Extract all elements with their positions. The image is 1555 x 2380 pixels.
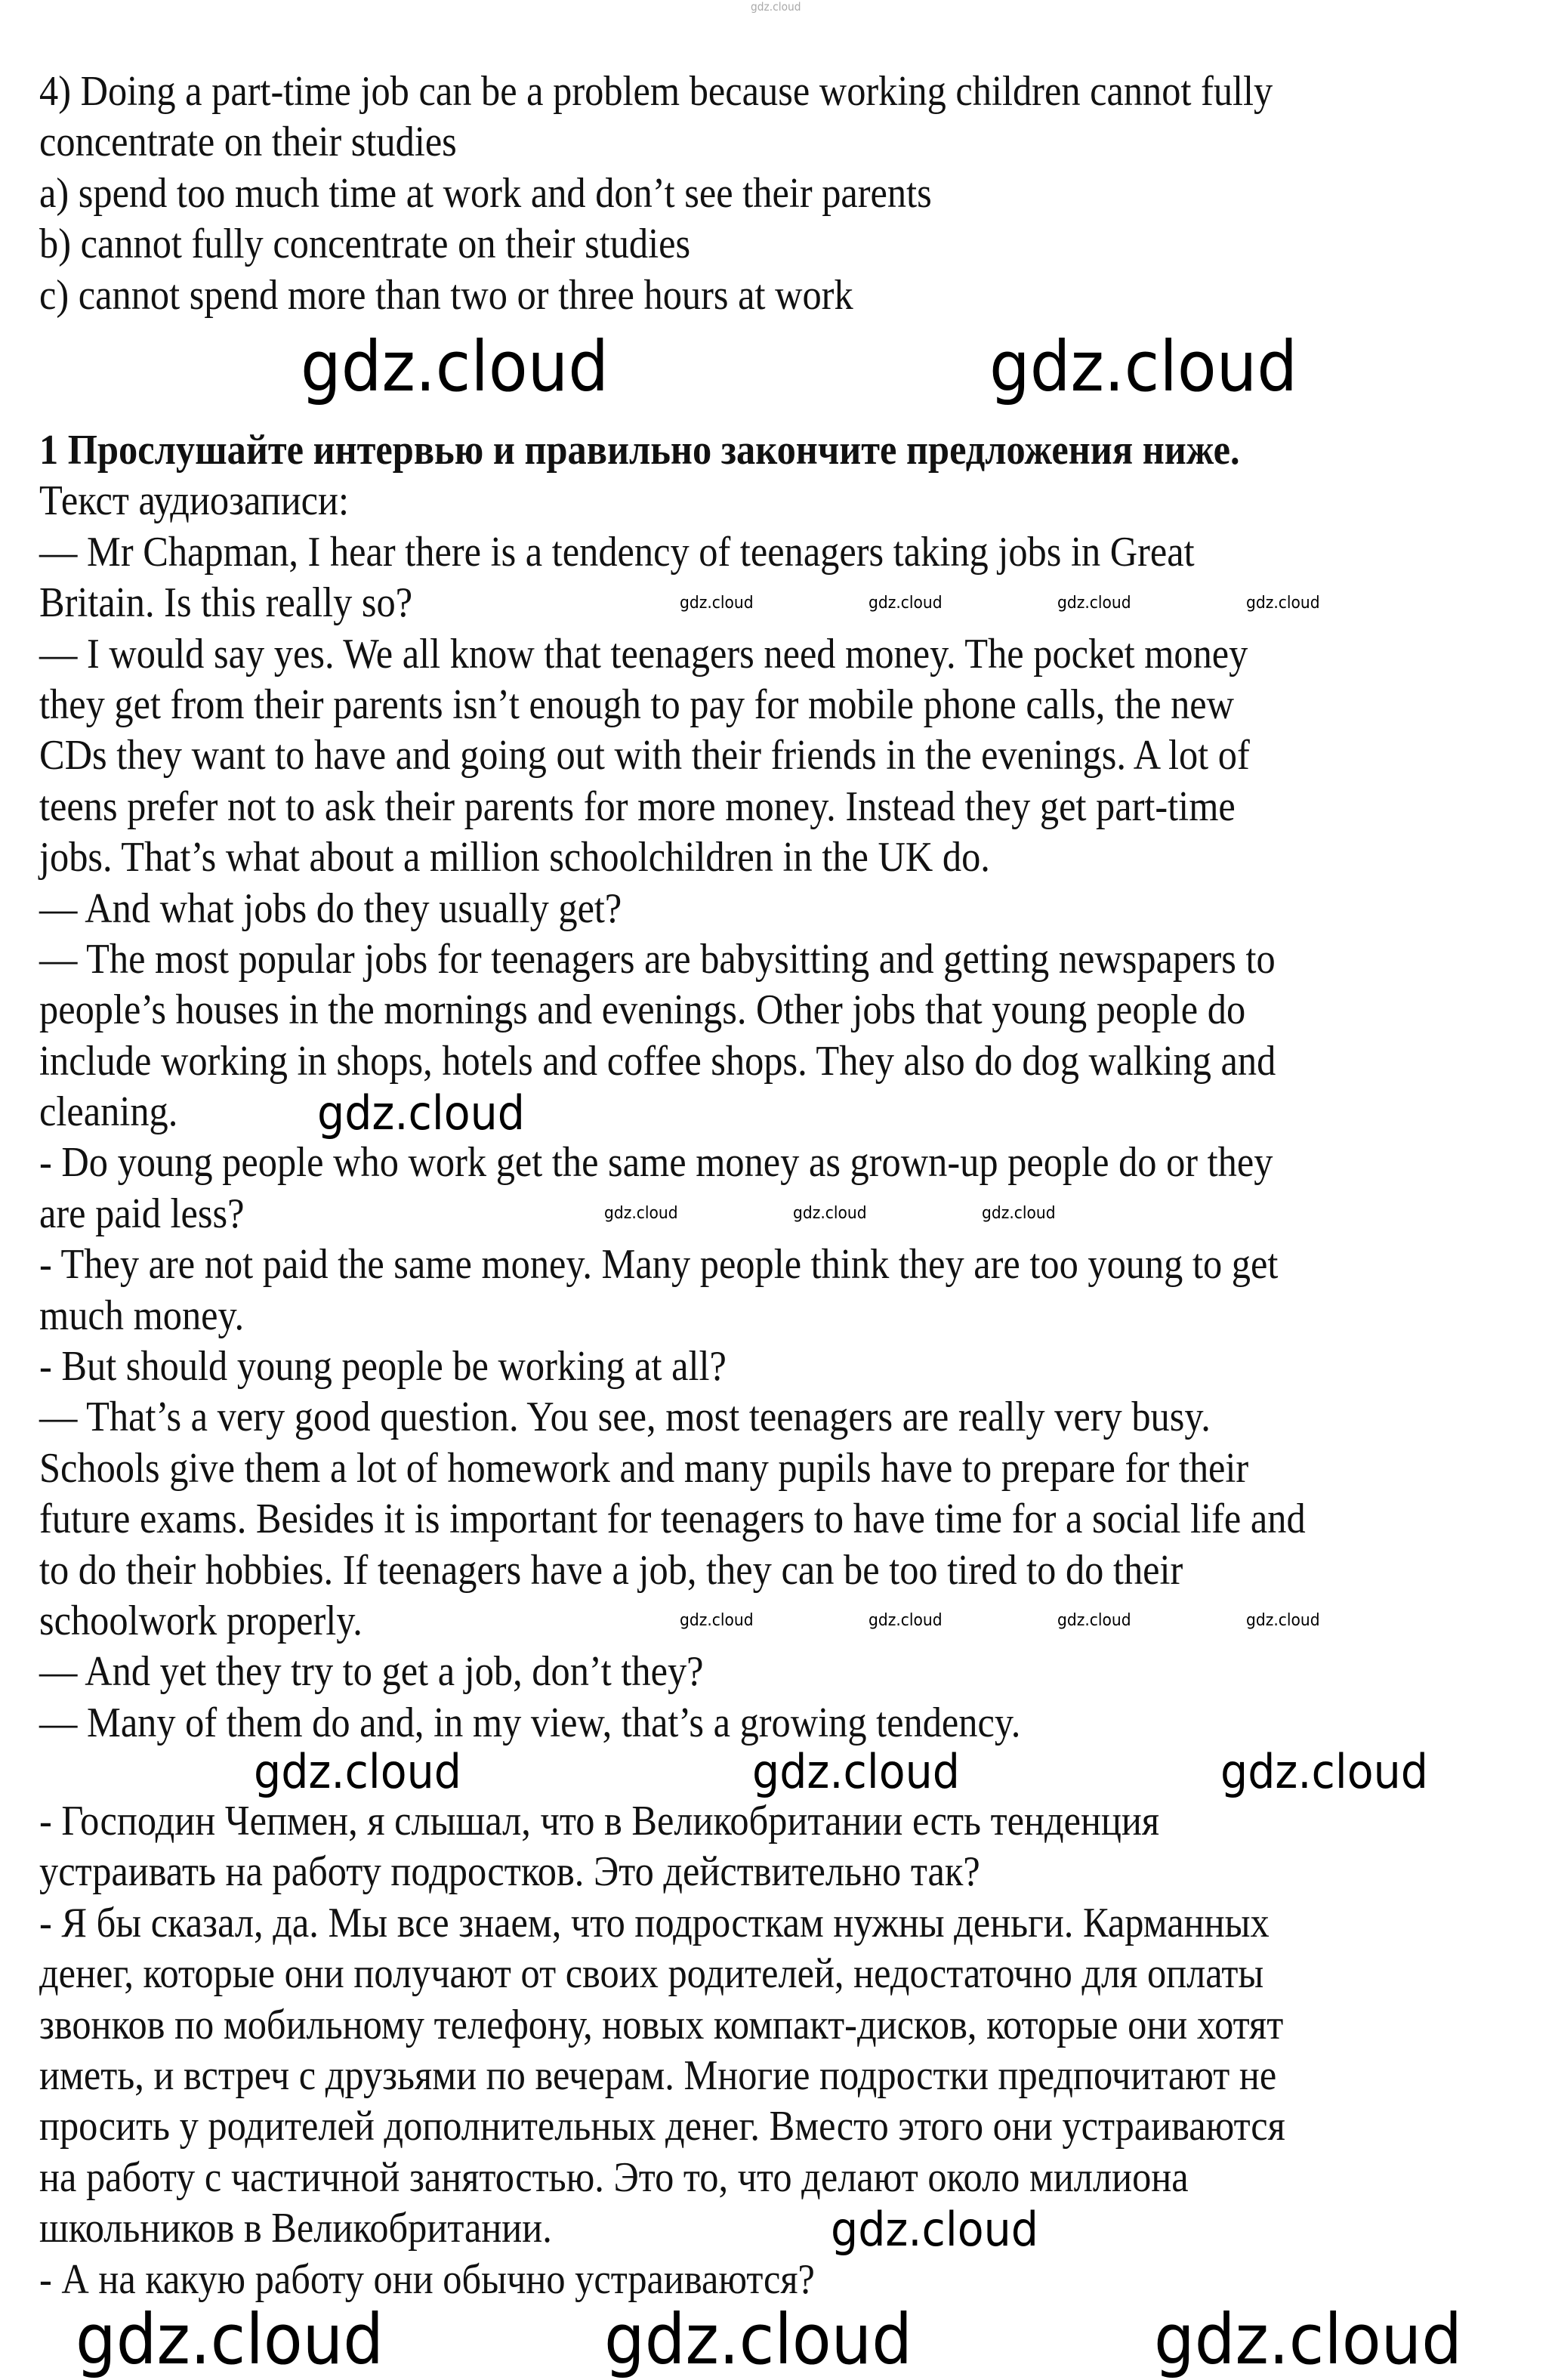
watermark: gdz.cloud xyxy=(604,2299,912,2380)
question-line: concentrate on their studies xyxy=(39,119,457,166)
question-line: a) spend too much time at work and don’t see their parents xyxy=(39,169,932,217)
transcript-line: — And what jobs do they usually get? xyxy=(39,884,622,932)
watermark: gdz.cloud xyxy=(989,326,1297,407)
watermark: gdz.cloud xyxy=(1057,594,1131,613)
audio-transcript xyxy=(39,425,1550,1749)
transcript-line: — That’s a very good question. You see, most teenagers are really very busy. xyxy=(39,1394,1211,1441)
watermark: gdz.cloud xyxy=(1057,1611,1131,1630)
task-heading: 1 Прослушайте интервью и правильно закончите предложения ниже. xyxy=(39,427,1240,474)
transcript-line: — I would say yes. We all know that teenagers need money. The pocket money xyxy=(39,630,1248,678)
transcript-line: teens prefer not to ask their parents for more money. Instead they get part-time xyxy=(39,783,1236,830)
watermark: gdz.cloud xyxy=(869,594,943,613)
transcript-line: much money. xyxy=(39,1292,245,1339)
transcript-line: jobs. That’s what about a million schoolchildren in the UK do. xyxy=(39,834,990,881)
transcript-line: Britain. Is this really so? xyxy=(39,579,413,627)
watermark: gdz.cloud xyxy=(317,1085,525,1141)
watermark: gdz.cloud xyxy=(982,1204,1056,1223)
watermark: gdz.cloud xyxy=(680,1611,754,1630)
question-line: b) cannot fully concentrate on their studies xyxy=(39,221,691,268)
transcript-line: are paid less? xyxy=(39,1190,245,1237)
translation-line: - Господин Чепмен, я слышал, что в Великобритании есть тенденция xyxy=(39,1798,1160,1844)
transcript-line: - They are not paid the same money. Many people think they are too young to get xyxy=(39,1241,1279,1289)
transcript-line: — Many of them do and, in my view, that’s a growing tendency. xyxy=(39,1699,1021,1746)
translation-line: иметь, и встреч с друзьями по вечерам. Многие подростки предпочитают не xyxy=(39,2051,1277,2099)
translation-line: на работу с частичной занятостью. Это то, что делают около миллиона xyxy=(39,2153,1189,2201)
transcript-line: — And yet they try to get a job, don’t they? xyxy=(39,1648,704,1696)
transcript-line: people’s houses in the mornings and evenings. Other jobs that young people do xyxy=(39,986,1246,1034)
translation-line: звонков по мобильному телефону, новых компакт-дисков, которые они хотят xyxy=(39,2001,1284,2048)
watermark: gdz.cloud xyxy=(1154,2299,1462,2380)
watermark: gdz.cloud xyxy=(869,1611,943,1630)
watermark: gdz.cloud xyxy=(793,1204,867,1223)
transcript-line: future exams. Besides it is important for teenagers to have time for a social life and xyxy=(39,1496,1306,1543)
transcript-line: cleaning. xyxy=(39,1088,178,1136)
watermark: gdz.cloud xyxy=(1246,594,1320,613)
transcript-line: Schools give them a lot of homework and many pupils have to prepare for their xyxy=(39,1444,1249,1492)
translation-line: - А на какую работу они обычно устраиваются? xyxy=(39,2255,815,2303)
translation-line: - Я бы сказал, да. Мы все знаем, что подросткам нужны деньги. Карманных xyxy=(39,1899,1270,1946)
transcript-line: - Do young people who work get the same money as grown-up people do or they xyxy=(39,1139,1273,1187)
watermark: gdz.cloud xyxy=(301,326,609,407)
translation-line: денег, которые они получают от своих родителей, недостаточно для оплаты xyxy=(39,1950,1264,1998)
transcript-line: schoolwork properly. xyxy=(39,1597,363,1644)
transcript-line: — The most popular jobs for teenagers are babysitting and getting newspapers to xyxy=(39,935,1276,983)
watermark: gdz.cloud xyxy=(680,594,754,613)
watermark: gdz.cloud xyxy=(831,2202,1038,2257)
question-line: c) cannot spend more than two or three hours at work xyxy=(39,271,853,319)
translation-line: школьников в Великобритании. xyxy=(39,2205,552,2252)
transcript-line: — Mr Chapman, I hear there is a tendency of teenagers taking jobs in Great xyxy=(39,528,1195,576)
watermark: gdz.cloud xyxy=(1246,1611,1320,1630)
transcript-line: CDs they want to have and going out with their friends in the evenings. A lot of xyxy=(39,732,1250,779)
transcript-line: - But should young people be working at all? xyxy=(39,1343,727,1391)
transcript-line: Текст аудиозаписи: xyxy=(39,477,350,525)
transcript-line: include working in shops, hotels and coffee shops. They also do dog walking and xyxy=(39,1037,1276,1085)
russian-translation xyxy=(39,1796,1550,2305)
watermark: gdz.cloud xyxy=(604,1204,678,1223)
question-line: 4) Doing a part-time job can be a problem because working children cannot fully xyxy=(39,68,1273,115)
question-options xyxy=(39,66,1550,321)
watermark: gdz.cloud xyxy=(254,1744,461,1799)
translation-line: устраивать на работу подростков. Это действительно так? xyxy=(39,1848,980,1896)
watermark: gdz.cloud xyxy=(1220,1744,1428,1799)
transcript-line: to do their hobbies. If teenagers have a job, they can be too tired to do their xyxy=(39,1546,1183,1594)
watermark: gdz.cloud xyxy=(76,2299,384,2380)
watermark: gdz.cloud xyxy=(751,0,801,14)
watermark: gdz.cloud xyxy=(752,1744,960,1799)
transcript-line: they get from their parents isn’t enough to pay for mobile phone calls, the new xyxy=(39,681,1235,728)
translation-line: просить у родителей дополнительных денег. Вместо этого они устраиваются xyxy=(39,2103,1285,2150)
